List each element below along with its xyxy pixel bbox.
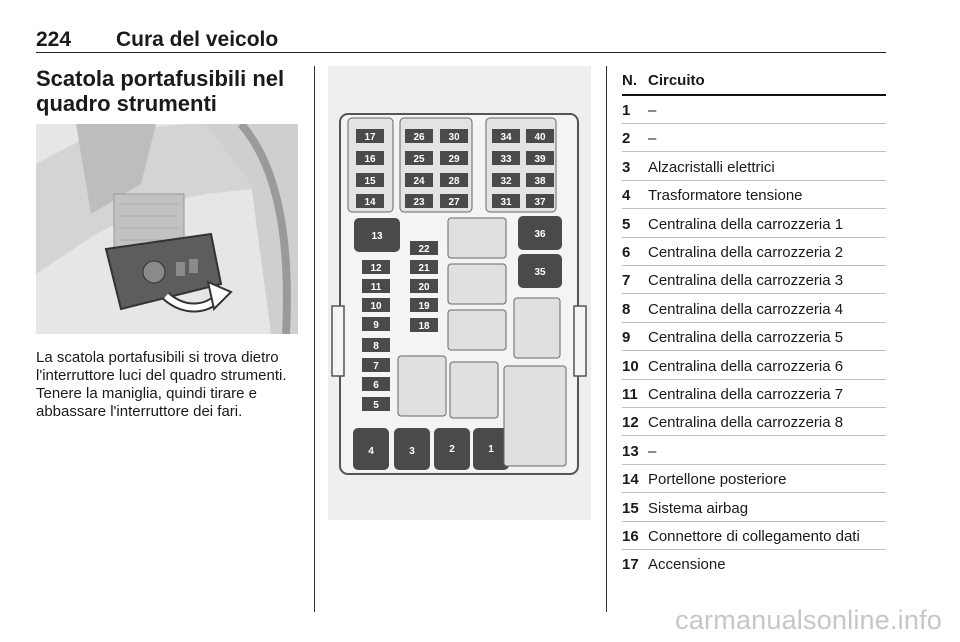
instruction-line-3: Tenere la maniglia, quindi tirare e bbox=[36, 385, 257, 402]
table-row bbox=[622, 238, 886, 266]
fuse-28-label: 28 bbox=[448, 176, 460, 187]
row-circuit: – bbox=[648, 102, 657, 119]
relay-36-label: 36 bbox=[534, 229, 546, 240]
table-row bbox=[622, 181, 886, 209]
row-circuit: Centralina della carrozzeria 2 bbox=[648, 244, 844, 261]
table-row bbox=[622, 210, 886, 238]
row-circuit: Alzacristalli elettrici bbox=[648, 158, 775, 176]
column-divider-left bbox=[314, 66, 315, 612]
row-circuit: Sistema airbag bbox=[648, 499, 749, 517]
fuse-layout-svg bbox=[328, 66, 591, 520]
row-circuit: – bbox=[648, 442, 657, 460]
column-header-circuit: Circuito bbox=[648, 72, 705, 89]
row-number: 7 bbox=[622, 272, 631, 290]
table-row bbox=[622, 522, 886, 550]
fuse-31-label: 31 bbox=[500, 197, 512, 208]
row-circuit: Centralina della carrozzeria 7 bbox=[648, 386, 844, 403]
row-circuit: Portellone posteriore bbox=[648, 471, 787, 489]
fuse-14-label: 14 bbox=[364, 197, 376, 208]
row-number: 6 bbox=[622, 244, 631, 261]
column-header-number: N. bbox=[622, 72, 637, 89]
fuse-11-label: 11 bbox=[370, 282, 382, 293]
row-number: 1 bbox=[622, 102, 631, 119]
row-circuit: Connettore di collegamento dati bbox=[648, 528, 860, 545]
fuse-29-label: 29 bbox=[448, 154, 460, 165]
row-number: 14 bbox=[622, 471, 639, 489]
fuse-38-label: 38 bbox=[534, 176, 546, 187]
instruction-line-2: l'interruttore luci del quadro strumenti. bbox=[36, 367, 287, 384]
row-number: 3 bbox=[622, 158, 631, 176]
fuse-32-label: 32 bbox=[500, 176, 512, 187]
row-circuit: Accensione bbox=[648, 556, 726, 574]
table-row bbox=[622, 266, 886, 294]
row-circuit: Centralina della carrozzeria 8 bbox=[648, 414, 844, 432]
relay-2-label: 2 bbox=[449, 444, 455, 455]
fuse-6-label: 6 bbox=[373, 380, 379, 391]
fuse-16-label: 16 bbox=[364, 154, 376, 165]
row-number: 16 bbox=[622, 528, 639, 545]
fuse-8-label: 8 bbox=[373, 341, 379, 352]
table-row bbox=[622, 96, 886, 124]
fuse-27-label: 27 bbox=[448, 197, 460, 208]
fuse-23-label: 23 bbox=[413, 197, 425, 208]
fuse-12-label: 12 bbox=[370, 263, 382, 274]
row-number: 9 bbox=[622, 329, 631, 347]
fuse-30-label: 30 bbox=[448, 132, 460, 143]
table-row bbox=[622, 380, 886, 408]
row-number: 4 bbox=[622, 187, 631, 205]
relay-4-label: 4 bbox=[368, 446, 374, 457]
relay-13-label: 13 bbox=[371, 231, 383, 242]
fuse-33-label: 33 bbox=[500, 154, 512, 165]
table-row bbox=[622, 124, 886, 152]
row-circuit: Centralina della carrozzeria 4 bbox=[648, 300, 844, 318]
instruction-paragraph bbox=[36, 349, 308, 421]
relay-3-label: 3 bbox=[409, 446, 415, 457]
relay-1-label: 1 bbox=[488, 444, 494, 455]
row-number: 17 bbox=[622, 556, 639, 574]
instruction-line-4: abbassare l'interruttore dei fari. bbox=[36, 403, 243, 420]
fuse-21-label: 21 bbox=[418, 263, 430, 274]
instruction-line-1: La scatola portafusibili si trova dietro bbox=[36, 349, 279, 366]
row-circuit: Centralina della carrozzeria 5 bbox=[648, 329, 844, 347]
fuse-22-label: 22 bbox=[418, 244, 430, 255]
fuse-19-label: 19 bbox=[418, 301, 430, 312]
fuse-40-label: 40 bbox=[534, 132, 546, 143]
row-number: 13 bbox=[622, 442, 639, 460]
watermark: carmanualsonline.info bbox=[675, 605, 942, 635]
fuse-box-diagram bbox=[328, 66, 591, 520]
section-title bbox=[36, 66, 306, 116]
page-number: 224 bbox=[36, 28, 72, 51]
table-row bbox=[622, 323, 886, 351]
fuse-9-label: 9 bbox=[373, 320, 379, 331]
row-circuit: Trasformatore tensione bbox=[648, 187, 803, 205]
fuse-18-label: 18 bbox=[418, 321, 430, 332]
row-number: 2 bbox=[622, 130, 631, 148]
fuse-26-label: 26 bbox=[413, 132, 425, 143]
fuse-5-label: 5 bbox=[373, 400, 379, 411]
table-row bbox=[622, 352, 886, 380]
fuse-box-location-photo bbox=[36, 124, 298, 334]
chapter-title: Cura del veicolo bbox=[116, 28, 279, 51]
table-header bbox=[622, 70, 886, 96]
fuse-34-label: 34 bbox=[500, 132, 512, 143]
relay-35-label: 35 bbox=[534, 267, 546, 278]
table-row bbox=[622, 550, 886, 578]
row-number: 8 bbox=[622, 300, 631, 318]
table-row bbox=[622, 153, 886, 181]
dashboard-illustration bbox=[36, 124, 298, 334]
fuse-25-label: 25 bbox=[413, 154, 425, 165]
fuse-15-label: 15 bbox=[364, 176, 376, 187]
row-number: 12 bbox=[622, 414, 639, 432]
page-header bbox=[36, 24, 886, 53]
row-circuit: Centralina della carrozzeria 1 bbox=[648, 215, 844, 233]
table-row bbox=[622, 494, 886, 522]
fuse-39-label: 39 bbox=[534, 154, 546, 165]
row-number: 5 bbox=[622, 215, 631, 233]
fuse-17-label: 17 bbox=[364, 132, 376, 143]
section-title-line-1: Scatola portafusibili nel bbox=[36, 66, 285, 91]
table-row bbox=[622, 408, 886, 436]
fuse-24-label: 24 bbox=[413, 176, 425, 187]
fuse-7-label: 7 bbox=[373, 361, 379, 372]
row-number: 10 bbox=[622, 357, 639, 375]
row-circuit: – bbox=[648, 130, 657, 148]
row-number: 11 bbox=[622, 386, 638, 403]
table-row bbox=[622, 465, 886, 493]
row-number: 15 bbox=[622, 499, 639, 517]
table-row bbox=[622, 295, 886, 323]
fuse-10-label: 10 bbox=[370, 301, 382, 312]
column-divider-right bbox=[606, 66, 607, 612]
section-title-line-2: quadro strumenti bbox=[36, 91, 217, 116]
row-circuit: Centralina della carrozzeria 6 bbox=[648, 357, 844, 375]
fuse-37-label: 37 bbox=[534, 197, 546, 208]
row-circuit: Centralina della carrozzeria 3 bbox=[648, 272, 844, 290]
table-row bbox=[622, 437, 886, 465]
fuse-20-label: 20 bbox=[418, 282, 430, 293]
